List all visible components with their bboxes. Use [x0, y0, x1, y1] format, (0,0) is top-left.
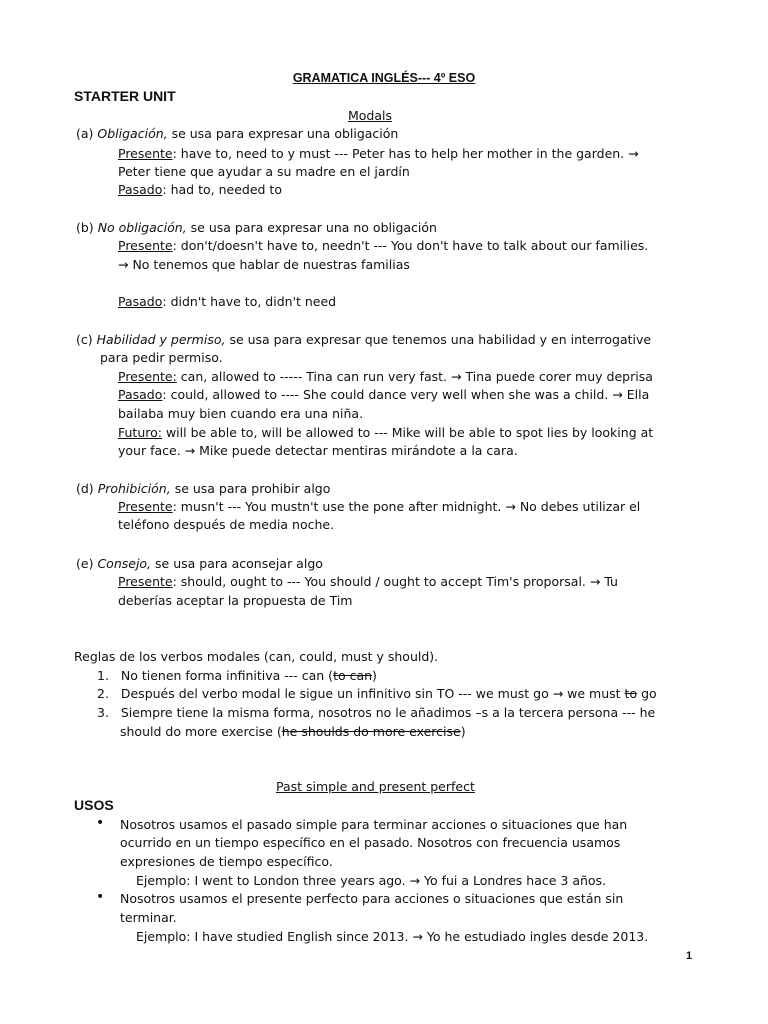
modal-e-label: (e)	[76, 556, 94, 571]
modal-c-future	[118, 425, 653, 441]
usage-1-line-2: ocurrido en un tiempo específico en el pasado. Nosotros con frecuencia usamos	[120, 835, 621, 850]
rule-number: 3.	[97, 705, 109, 720]
future-label: Futuro:	[118, 425, 162, 440]
usage-1-line-3: expresiones de tiempo específico.	[120, 854, 333, 869]
bullet-icon: •	[96, 815, 105, 831]
modal-a-label: (a)	[76, 126, 94, 141]
rule-text-end: go	[637, 686, 657, 701]
modal-e-present	[118, 574, 618, 590]
modal-c-desc-cont: para pedir permiso.	[100, 350, 223, 365]
page-number: 1	[686, 950, 693, 962]
past-text: : had to, needed to	[162, 182, 282, 197]
modal-d-desc: se usa para prohibir algo	[170, 481, 331, 496]
future-text: will be able to, will be allowed to --- Mike will be able to spot lies by looking at	[161, 425, 654, 440]
rule-number: 1.	[97, 668, 109, 683]
modal-b-line	[76, 220, 437, 236]
present-text: : musn't --- You mustn't use the pone after midnight. → No debes utilizar el	[172, 499, 641, 514]
modal-b-label: (b)	[76, 220, 94, 235]
modal-b-desc: se usa para expresar una no obligación	[186, 220, 437, 235]
rule-1	[97, 668, 377, 684]
rule-3-cont	[120, 724, 466, 740]
rule-text: should do more exercise (	[120, 724, 282, 739]
strikethrough-example: to can	[333, 668, 373, 683]
modal-c-present	[118, 369, 653, 385]
rule-text-end: )	[372, 668, 377, 683]
strikethrough-example: he shoulds do more exercise	[281, 724, 461, 739]
present-label: Presente	[118, 238, 173, 253]
modal-c-line	[76, 332, 651, 348]
unit-heading: STARTER UNIT	[74, 88, 176, 104]
modal-b-present	[118, 238, 648, 254]
present-text: : have to, need to y must --- Peter has to help her mother in the garden. →	[172, 146, 639, 161]
modal-c-term: Habilidad y permiso,	[96, 332, 226, 347]
rule-text: No tienen forma infinitiva --- can (	[120, 668, 334, 683]
modal-d-term: Prohibición,	[97, 481, 171, 496]
past-text: : could, allowed to ---- She could dance very well when she was a child. → Ella	[162, 387, 650, 402]
modals-heading: Modals	[348, 108, 393, 123]
modal-c-label: (c)	[76, 332, 93, 347]
modal-d-line	[76, 481, 330, 497]
present-label: Presente	[118, 574, 173, 589]
modal-d-present-cont: teléfono después de media noche.	[118, 517, 335, 532]
rule-3	[97, 705, 655, 721]
modal-b-present-cont: → No tenemos que hablar de nuestras familias	[118, 257, 410, 272]
past-label: Pasado	[118, 387, 163, 402]
modal-c-future-cont: your face. → Mike puede detectar mentiras mirándote a la cara.	[118, 443, 518, 458]
modal-b-past	[118, 294, 336, 310]
bullet-icon: •	[96, 889, 105, 905]
modal-c-past-cont: bailaba muy bien cuando era una niña.	[118, 406, 364, 421]
modal-a-present-cont: Peter tiene que ayudar a su madre en el jardín	[118, 164, 410, 179]
modal-a-line	[76, 126, 398, 142]
modal-e-term: Consejo,	[97, 556, 152, 571]
past-label: Pasado	[118, 182, 163, 197]
modal-a-desc: se usa para expresar una obligación	[167, 126, 399, 141]
present-text: : should, ought to --- You should / ought to accept Tim's proporsal. → Tu	[172, 574, 618, 589]
present-label: Presente	[118, 146, 173, 161]
present-label: Presente	[118, 499, 173, 514]
modal-d-label: (d)	[76, 481, 94, 496]
modal-a-past	[118, 182, 282, 198]
past-text: : didn't have to, didn't need	[162, 294, 337, 309]
usage-2-line-2: terminar.	[120, 910, 177, 925]
modal-c-past	[118, 387, 649, 403]
rule-text: Siempre tiene la misma forma, nosotros no le añadimos –s a la tercera persona --- he	[120, 705, 656, 720]
rule-2	[97, 686, 657, 702]
rule-number: 2.	[97, 686, 109, 701]
usage-1-example: Ejemplo: I went to London three years ago. → Yo fui a Londres hace 3 años.	[136, 873, 607, 888]
modal-e-line	[76, 556, 323, 572]
modal-e-present-cont: deberías aceptar la propuesta de Tim	[118, 593, 353, 608]
past-label: Pasado	[118, 294, 163, 309]
rules-intro: Reglas de los verbos modales (can, could, must y should).	[74, 649, 439, 664]
usage-2-line-1: Nosotros usamos el presente perfecto para acciones o situaciones que están sin	[120, 891, 624, 906]
modal-d-present	[118, 499, 640, 515]
present-text: : don't/doesn't have to, needn't --- You don't have to talk about our families.	[172, 238, 649, 253]
modal-e-desc: se usa para aconsejar algo	[151, 556, 323, 571]
rule-text: Después del verbo modal le sigue un infinitivo sin TO --- we must go → we must	[120, 686, 625, 701]
usos-heading: USOS	[74, 797, 114, 813]
document-title: GRAMATICA INGLÉS--- 4º ESO	[292, 71, 476, 85]
modal-a-present	[118, 146, 639, 162]
modal-a-term: Obligación,	[97, 126, 168, 141]
rule-text-end: )	[460, 724, 466, 739]
present-text: can, allowed to ----- Tina can run very fast. → Tina puede corer muy deprisa	[176, 369, 653, 384]
present-label: Presente:	[118, 369, 177, 384]
usage-1-line-1: Nosotros usamos el pasado simple para terminar acciones o situaciones que han	[120, 817, 628, 832]
strikethrough-example: to	[624, 686, 638, 701]
past-heading: Past simple and present perfect	[276, 779, 475, 794]
usage-2-example: Ejemplo: I have studied English since 2013. → Yo he estudiado ingles desde 2013.	[136, 929, 649, 944]
modal-c-desc: se usa para expresar que tenemos una habilidad y en interrogative	[225, 332, 652, 347]
modal-b-term: No obligación,	[97, 220, 187, 235]
